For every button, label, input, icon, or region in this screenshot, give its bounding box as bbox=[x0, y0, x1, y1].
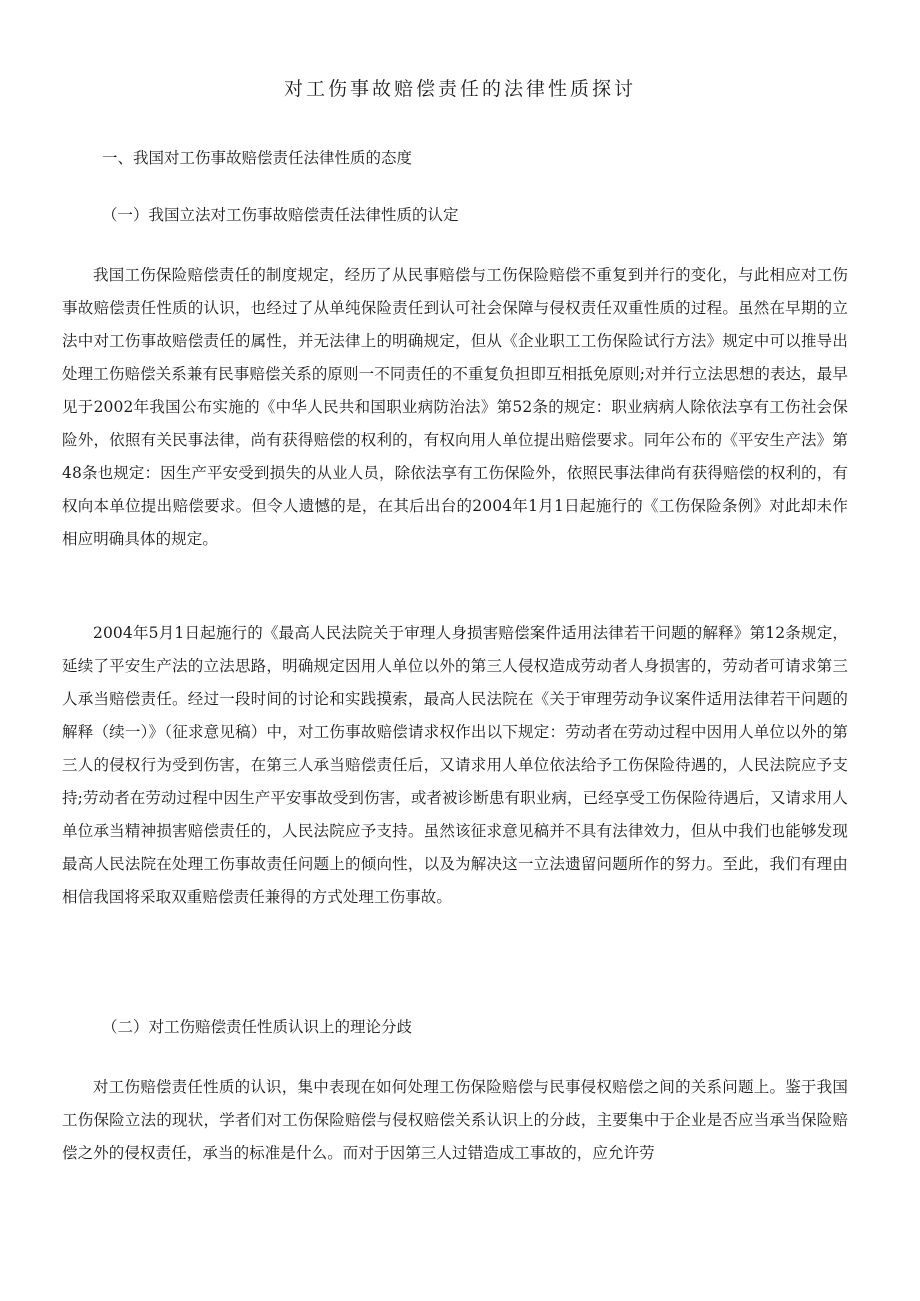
paragraph-1: 我国工伤保险赔偿责任的制度规定，经历了从民事赔偿与工伤保险赔偿不重复到并行的变化，与此相应对工伤事故赔偿责任性质的认识，也经过了从单纯保险责任到认可社会保障与侵权责任双重性质的过程。虽然在早期的立法中对工伤事故赔偿责任的属性，并无法律上的明确规定，但从《企业职工工伤保险试行方法》规定中可以推导出处理工伤赔偿关系兼有民事赔偿关系的原则一不同责任的不重复负担即互相抵免原则;对并行立法思想的表达，最早见于2002年我国公布实施的《中华人民共和国职业病防治法》第52条的规定：职业病病人除依法享有工伤社会保险外，依照有关民事法律，尚有获得赔偿的权利的，有权向用人单位提出赔偿要求。同年公布的《平安生产法》第48条也规定：因生产平安受到损失的从业人员，除依法享有工伤保险外，依照民事法律尚有获得赔偿的权利的，有权向本单位提出赔偿要求。但令人遗憾的是，在其后出台的2004年1月1日起施行的《工伤保险条例》对此却未作相应明确具体的规定。 bbox=[62, 266, 848, 548]
paragraph-3: 对工伤赔偿责任性质的认识，集中表现在如何处理工伤保险赔偿与民事侵权赔偿之间的关系问题上。鉴于我国工伤保险立法的现状，学者们对工伤保险赔偿与侵权赔偿关系认识上的分歧，主要集中于企业是否应当承当保险赔偿之外的侵权责任，承当的标准是什么。而对于因第三人过错造成工事故的，应允许劳 bbox=[62, 1078, 848, 1162]
subsection-heading-2: （二）对工伤赔偿责任性质认识上的理论分歧 bbox=[102, 1018, 413, 1036]
subsection-heading-1: （一）我国立法对工伤事故赔偿责任法律性质的认定 bbox=[102, 206, 459, 224]
section-heading-1: 一、我国对工伤事故赔偿责任法律性质的态度 bbox=[102, 149, 413, 167]
document-title: 对工伤事故赔偿责任的法律性质探讨 bbox=[283, 78, 636, 100]
paragraph-2: 2004年5月1日起施行的《最高人民法院关于审理人身损害赔偿案件适用法律若干问题的解释》第12条规定，延续了平安生产法的立法思路，明确规定因用人单位以外的第三人侵权造成劳动者人身损害的，劳动者可请求第三人承当赔偿责任。经过一段时间的讨论和实践摸索，最高人民法院在《关于审理劳动争议案件适用法律若干问题的解释（续一）》（征求意见稿）中，对工伤事故赔偿请求权作出以下规定：劳动者在劳动过程中因用人单位以外的第三人的侵权行为受到伤害，在第三人承当赔偿责任后，又请求用人单位依法给予工伤保险待遇的，人民法院应予支持;劳动者在劳动过程中因生产平安事故受到伤害，或者被诊断患有职业病，已经享受工伤保险待遇后，又请求用人单位承当精神损害赔偿责任的，人民法院应予支持。虽然该征求意见稿并不具有法律效力，但从中我们也能够发现最高人民法院在处理工伤事故责任问题上的倾向性，以及为解决这一立法遗留问题所作的努力。至此，我们有理由相信我国将采取双重赔偿责任兼得的方式处理工伤事故。 bbox=[62, 624, 848, 906]
